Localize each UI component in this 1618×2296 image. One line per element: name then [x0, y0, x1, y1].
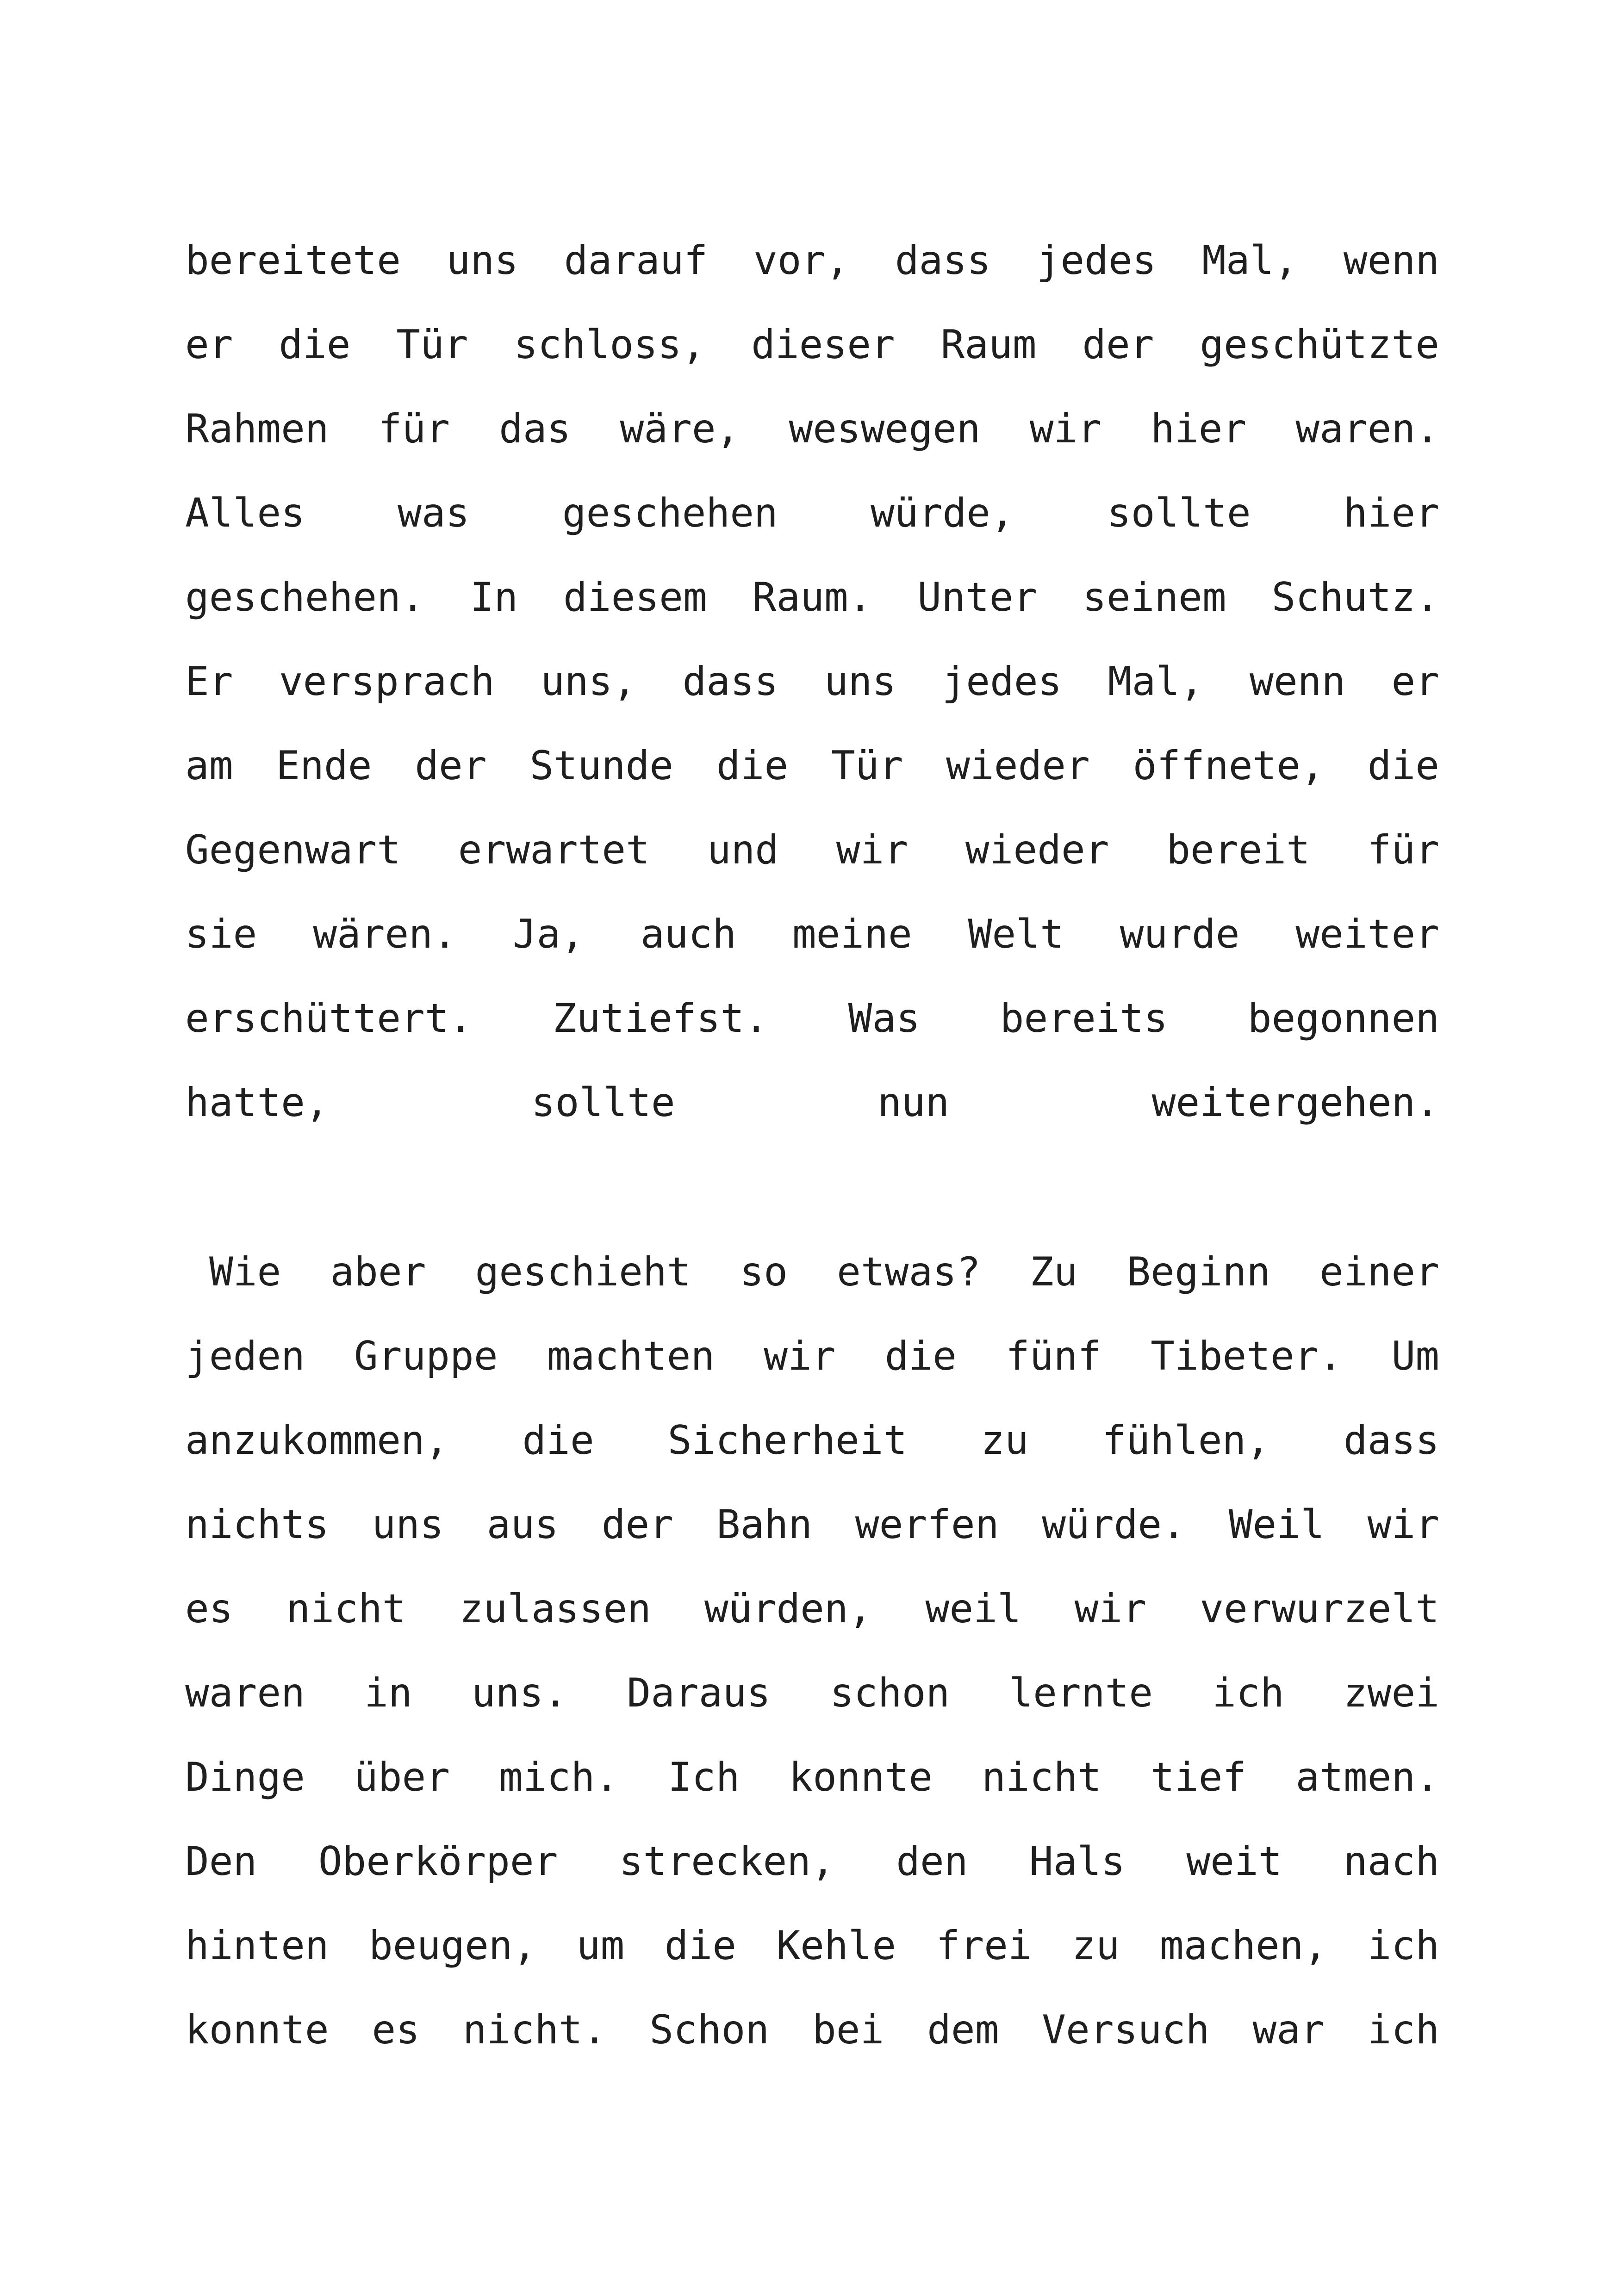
paragraph-line: bereitete uns darauf vor, dass jedes Mal, wenn [185, 237, 1439, 284]
paragraph-2 [185, 1230, 1439, 2072]
paragraph-line: konnte es nicht. Schon bei dem Versuch war ich [185, 2007, 1439, 2053]
paragraph-line: er die Tür schloss, dieser Raum der geschützte [185, 322, 1439, 368]
paragraph-line: nichts uns aus der Bahn werfen würde. Weil wir [185, 1502, 1439, 1548]
paragraph-line: Er versprach uns, dass uns jedes Mal, wenn er [185, 658, 1439, 705]
paragraph-line: sie wären. Ja, auch meine Welt wurde weiter [185, 911, 1439, 957]
paragraph-line: erschüttert. Zutiefst. Was bereits begonnen [185, 995, 1439, 1042]
paragraph-line: Den Oberkörper strecken, den Hals weit nach [185, 1838, 1439, 1885]
paragraph-line: jeden Gruppe machten wir die fünf Tibeter. Um [185, 1333, 1439, 1379]
paragraph-line: Dinge über mich. Ich konnte nicht tief atmen. [185, 1754, 1439, 1800]
paragraph-line: Rahmen für das wäre, weswegen wir hier waren. [185, 406, 1439, 452]
paragraph-line: hatte, sollte nun weitergehen. [185, 1080, 1439, 1126]
paragraph-line: es nicht zulassen würden, weil wir verwurzelt [185, 1586, 1439, 1632]
paragraph-line: Gegenwart erwartet und wir wieder bereit für [185, 827, 1439, 873]
paragraph-line: Wie aber geschieht so etwas? Zu Beginn einer [209, 1249, 1439, 1295]
paragraph-1 [185, 218, 1439, 1145]
paragraph-line: anzukommen, die Sicherheit zu fühlen, dass [185, 1417, 1439, 1464]
paragraph-line: waren in uns. Daraus schon lernte ich zwei [185, 1670, 1439, 1716]
paragraph-line: am Ende der Stunde die Tür wieder öffnete, die [185, 743, 1439, 789]
paragraph-line: hinten beugen, um die Kehle frei zu machen, ich [185, 1923, 1439, 1969]
paragraph-line: geschehen. In diesem Raum. Unter seinem Schutz. [185, 574, 1439, 621]
paragraph-line: Alles was geschehen würde, sollte hier [185, 490, 1439, 536]
